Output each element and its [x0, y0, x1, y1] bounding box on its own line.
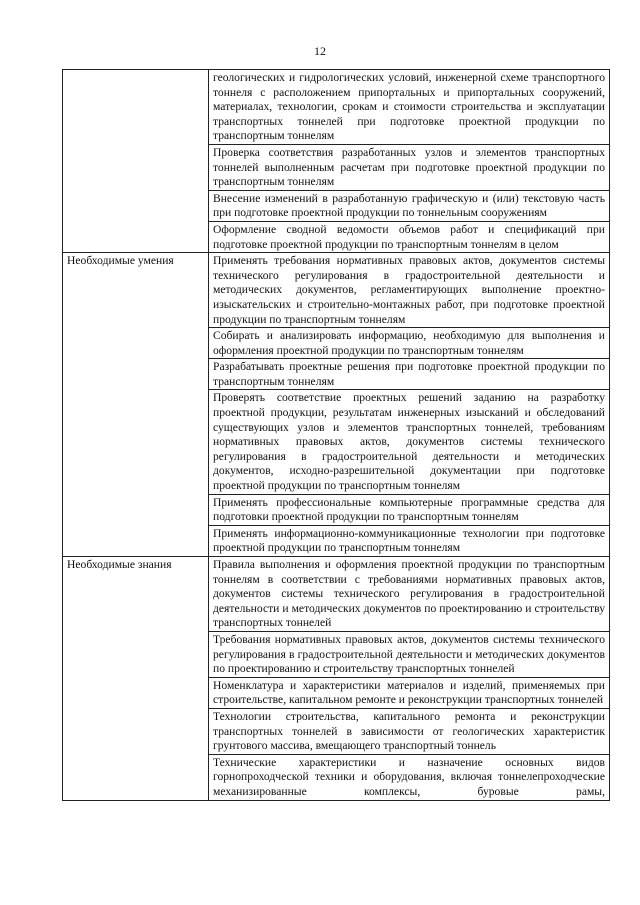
requirement-cell: Проверять соответствие проектных решений заданию на разработку проектной продукции, результатам инженерных изысканий и обследований существующих узлов и элементов транспортных тоннелей, требованиям нормативных правовых актов, документов системы технического регулирования в градостроительной деятельности и методических документов, исходно-разрешительной документации при подготовке проектной продукции по транспортным тоннелям: [209, 390, 610, 494]
requirement-cell: Номенклатура и характеристики материалов и изделий, применяемых при строительстве, капитальном ремонте и реконструкции транспортных тоннелей: [209, 677, 610, 708]
section-label: [63, 70, 209, 253]
requirement-cell: Оформление сводной ведомости объемов работ и спецификаций при подготовке проектной продукции по транспортным тоннелям в целом: [209, 221, 610, 252]
requirement-cell: Технические характеристики и назначение основных видов горнопроходческой техники и оборудования, включая тоннелепроходческие механизированные комплексы, буровые рамы,: [209, 754, 610, 800]
requirement-cell: Применять информационно-коммуникационные технологии при подготовке проектной продукции по транспортным тоннелям: [209, 525, 610, 556]
table-row: [63, 70, 610, 145]
requirement-cell: Собирать и анализировать информацию, необходимую для выполнения и оформления проектной продукции по транспортным тоннелям: [209, 328, 610, 359]
requirement-cell: Правила выполнения и оформления проектной продукции по транспортным тоннелям в соответствии с требованиями нормативных правовых актов, документов системы технического регулирования в градостроительной деятельности и методических документов по проектированию и строительству транспортных тоннелей: [209, 557, 610, 632]
requirement-cell: Проверка соответствия разработанных узлов и элементов транспортных тоннелей выполненным расчетам при подготовке проектной продукции по транспортным тоннелям: [209, 144, 610, 190]
section-label: Необходимые умения: [63, 253, 209, 557]
requirement-cell: геологических и гидрологических условий, инженерной схеме транспортного тоннеля с расположением припортальных и припортальных сооружений, материалах, технологии, срокам и стоимости строительства и эксплуатации транспортных тоннелей при подготовке проектной продукции по транспортным тоннелям: [209, 70, 610, 145]
requirement-cell: Разрабатывать проектные решения при подготовке проектной продукции по транспортным тоннелям: [209, 359, 610, 390]
competency-table: [62, 69, 610, 801]
section-label: Необходимые знания: [63, 557, 209, 801]
table-row: [63, 253, 610, 328]
table-row: [63, 557, 610, 632]
requirement-cell: Применять профессиональные компьютерные программные средства для подготовки проектной продукции по транспортным тоннелям: [209, 494, 610, 525]
requirement-cell: Применять требования нормативных правовых актов, документов системы технического регулирования в градостроительной деятельности и методических документов, регламентирующих выполнение проектно-изыскательских и строительно-монтажных работ, при подготовке проектной продукции по транспортным тоннелям: [209, 253, 610, 328]
requirement-cell: Внесение изменений в разработанную графическую и (или) текстовую часть при подготовке проектной продукции по тоннельным сооружениям: [209, 190, 610, 221]
requirement-cell: Требования нормативных правовых актов, документов системы технического регулирования в градостроительной деятельности и методических документов по проектированию и строительству транспортных тоннелей: [209, 631, 610, 677]
requirement-cell: Технологии строительства, капитального ремонта и реконструкции транспортных тоннелей в зависимости от геологических характеристик грунтового массива, вмещающего транспортный тоннель: [209, 708, 610, 754]
page-number: 12: [314, 44, 326, 58]
